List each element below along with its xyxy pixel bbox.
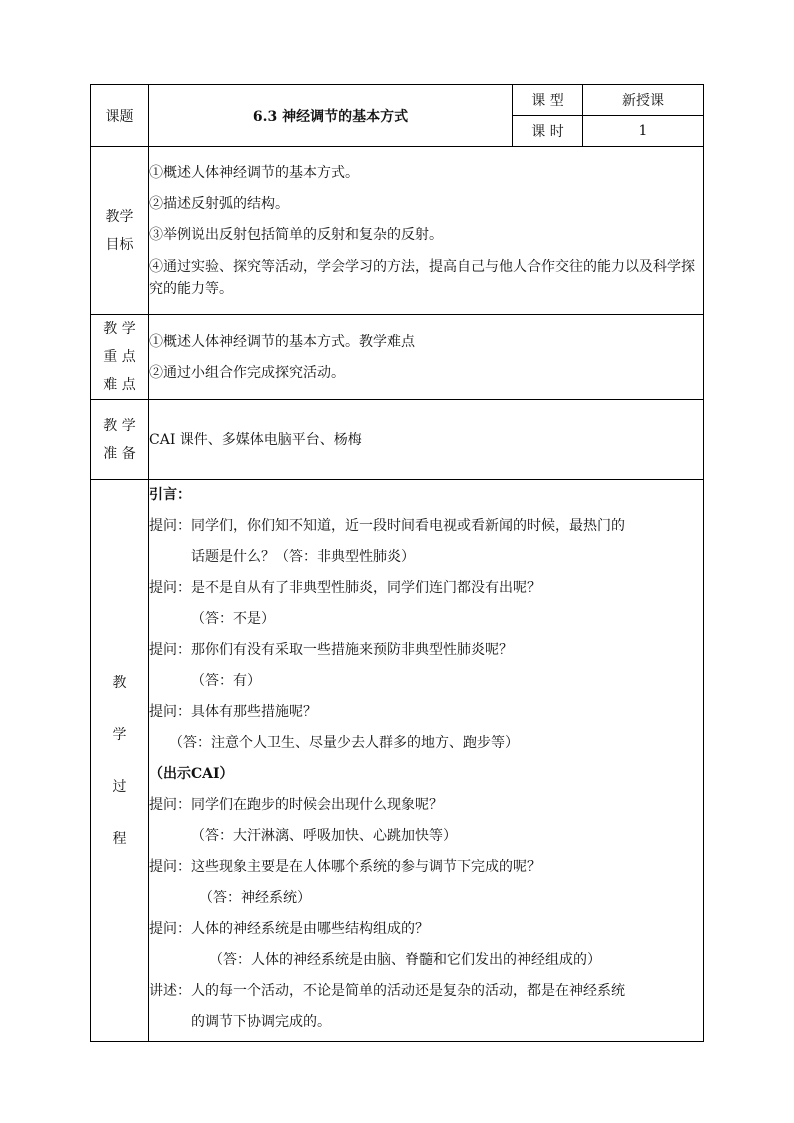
process-line: 提问：人体的神经系统是由哪些结构组成的？	[149, 921, 429, 937]
type-label: 课 型	[513, 85, 583, 116]
key-points-row	[91, 315, 704, 400]
preparation-content	[149, 400, 704, 480]
key-points-label	[91, 315, 149, 400]
process-line: （答：人体的神经系统是由脑、脊髓和它们发出的神经组成的）	[209, 952, 601, 968]
process-label	[91, 480, 149, 1042]
objective-item: ②描述反射弧的结构。	[149, 195, 289, 212]
preparation-label-line1: 教 学	[103, 417, 136, 434]
process-line: 提问：具体有那些措施呢？	[149, 704, 317, 720]
process-label-char: 程	[112, 830, 127, 847]
process-line: （答：不是）	[191, 611, 275, 627]
process-line: （答：有）	[191, 673, 261, 689]
process-line: （答：注意个人卫生、尽量少去人群多的地方、跑步等）	[169, 735, 519, 751]
key-point-item: ②通过小组合作完成探究活动。	[149, 365, 345, 381]
process-line: 提问：同学们在跑步的时候会出现什么现象呢？	[149, 797, 443, 813]
process-line: 提问：这些现象主要是在人体哪个系统的参与调节下完成的呢？	[149, 859, 541, 875]
key-points-label-line2: 重 点	[103, 349, 136, 365]
process-row	[91, 480, 704, 1042]
type-value: 新授课	[583, 85, 704, 116]
topic-label: 课题	[91, 85, 149, 147]
key-points-label-line1: 教 学	[103, 321, 136, 337]
lesson-plan-table	[90, 84, 704, 1042]
process-line: 讲述：人的每一个活动，不论是简单的活动还是复杂的活动，都是在神经系统	[149, 983, 625, 999]
preparation-text: CAI 课件、多媒体电脑平台、杨梅	[149, 431, 362, 448]
process-line: （答：神经系统）	[199, 890, 311, 906]
process-line: 引言：	[149, 487, 191, 503]
objective-item: ④通过实验、探究等活动，学会学习的方法，提高自己与他人合作交往的能力以及科学探究的能力等。	[149, 258, 695, 297]
process-line: 话题是什么？（答：非典型性肺炎）	[191, 549, 415, 565]
objective-item: ①概述人体神经调节的基本方式。	[149, 164, 359, 181]
objectives-label	[91, 147, 149, 315]
period-value: 1	[583, 116, 704, 147]
period-label: 课 时	[513, 116, 583, 147]
process-content	[149, 480, 704, 1042]
preparation-label	[91, 400, 149, 480]
process-line: （出示CAI）	[149, 766, 234, 782]
key-point-item: ①概述人体神经调节的基本方式。教学难点	[149, 334, 415, 350]
process-line: 提问：是不是自从有了非典型性肺炎，同学们连门都没有出呢？	[149, 580, 541, 596]
key-points-label-line3: 难 点	[103, 377, 136, 393]
process-line: 提问：同学们，你们知不知道，近一段时间看电视或看新闻的时候，最热门的	[149, 518, 625, 534]
objective-item: ③举例说出反射包括简单的反射和复杂的反射。	[149, 226, 443, 243]
process-line: 提问：那你们有没有采取一些措施来预防非典型性肺炎呢？	[149, 642, 513, 658]
process-label-char: 过	[112, 778, 127, 795]
objectives-label-line1: 教学	[105, 208, 134, 225]
objectives-row	[91, 147, 704, 315]
process-label-char: 教	[112, 674, 127, 691]
objectives-label-line2: 目标	[105, 236, 134, 253]
objectives-content	[149, 147, 704, 315]
preparation-label-line2: 准 备	[103, 445, 136, 462]
preparation-row	[91, 400, 704, 480]
key-points-content	[149, 315, 704, 400]
process-label-char: 学	[112, 726, 127, 743]
process-line: （答：大汗淋漓、呼吸加快、心跳加快等）	[191, 828, 457, 844]
header-row-1	[91, 85, 704, 116]
process-line: 的调节下协调完成的。	[191, 1014, 331, 1030]
lesson-title: 6.3 神经调节的基本方式	[149, 85, 513, 147]
